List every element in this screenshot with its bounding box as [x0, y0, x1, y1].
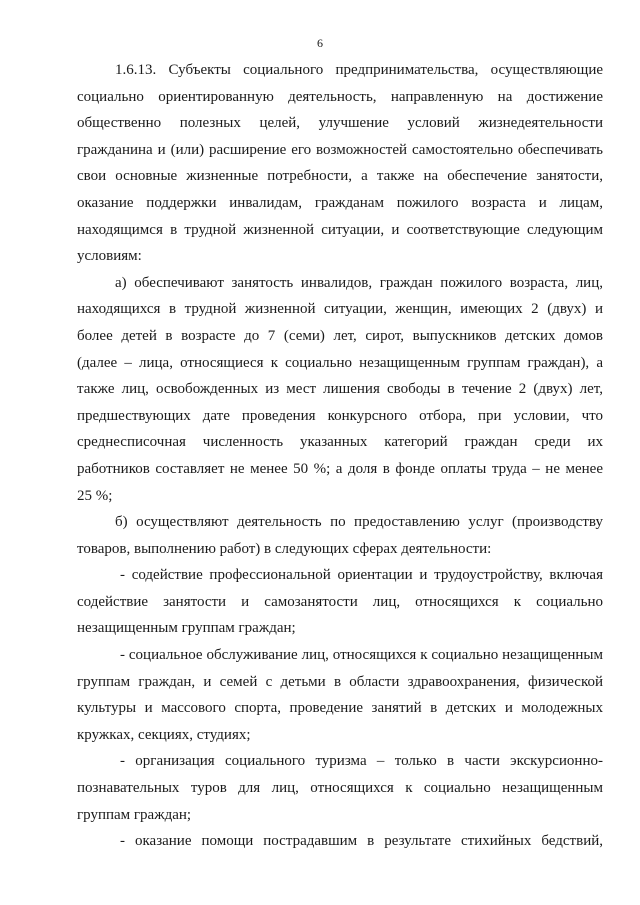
text-line: культуры и массового спорта, проведение занятий в детских и молодежных: [77, 700, 603, 717]
text-line: 1.6.13. Субъекты социального предпринимательства, осуществляющие: [115, 62, 603, 78]
text-line: группам граждан;: [77, 806, 192, 823]
text-line: условиям:: [77, 248, 142, 265]
text-line: - организация социального туризма – только в части экскурсионно-: [120, 753, 603, 770]
text-line: содействие занятости и самозанятости лиц, относящихся к социально: [77, 593, 603, 610]
text-line: - оказание помощи пострадавшим в результате стихийных бедствий,: [120, 833, 603, 850]
text-line: более детей в возрасте до 7 (семи) лет, сирот, выпускников детских домов: [77, 327, 603, 344]
text-line: а) обеспечивают занятость инвалидов, граждан пожилого возраста, лиц,: [115, 274, 603, 291]
text-line: предшествующих дате проведения конкурсного отбора, при условии, что: [77, 407, 603, 424]
document-body: [77, 57, 603, 855]
text-line: гражданина и (или) расширение его возможностей самостоятельно обеспечивать: [77, 141, 603, 158]
text-line: незащищенным группам граждан;: [77, 620, 296, 637]
page-number: 6: [317, 36, 323, 50]
text-line: среднесписочная численность указанных категорий граждан среди их: [77, 434, 603, 451]
text-line: находящихся в трудной жизненной ситуации, женщин, имеющих 2 (двух) и: [77, 301, 603, 318]
text-line: свои основные жизненные потребности, а также на обеспечение занятости,: [77, 168, 603, 185]
text-line: социально ориентированную деятельность, направленную на достижение: [77, 88, 603, 105]
text-line: оказание поддержки инвалидам, гражданам пожилого возраста и лицам,: [77, 194, 603, 211]
text-line: работников составляет не менее 50 %; а доля в фонде оплаты труда – не менее: [77, 460, 603, 477]
text-line: общественно полезных целей, улучшение условий жизнедеятельности: [77, 115, 603, 132]
text-line: товаров, выполнению работ) в следующих сферах деятельности:: [77, 540, 492, 557]
text-line: также лиц, освобожденных из мест лишения свободы в течение 2 (двух) лет,: [77, 381, 603, 398]
text-line: б) осуществляют деятельность по предоставлению услуг (производству: [115, 514, 603, 531]
text-line: (далее – лица, относящиеся к социально незащищенным группам граждан), а: [77, 354, 603, 371]
text-line: группам граждан, и семей с детьми в области здравоохранения, физической: [77, 673, 603, 690]
text-line: - социальное обслуживание лиц, относящихся к социально незащищенным: [120, 647, 603, 664]
text-line: 25 %;: [77, 487, 113, 504]
text-line: находящимся в трудной жизненной ситуации, и соответствующие следующим: [77, 221, 603, 238]
text-line: познавательных туров для лиц, относящихся к социально незащищенным: [77, 780, 603, 797]
text-line: - содействие профессиональной ориентации и трудоустройству, включая: [120, 567, 603, 584]
text-line: кружках, секциях, студиях;: [77, 726, 251, 743]
